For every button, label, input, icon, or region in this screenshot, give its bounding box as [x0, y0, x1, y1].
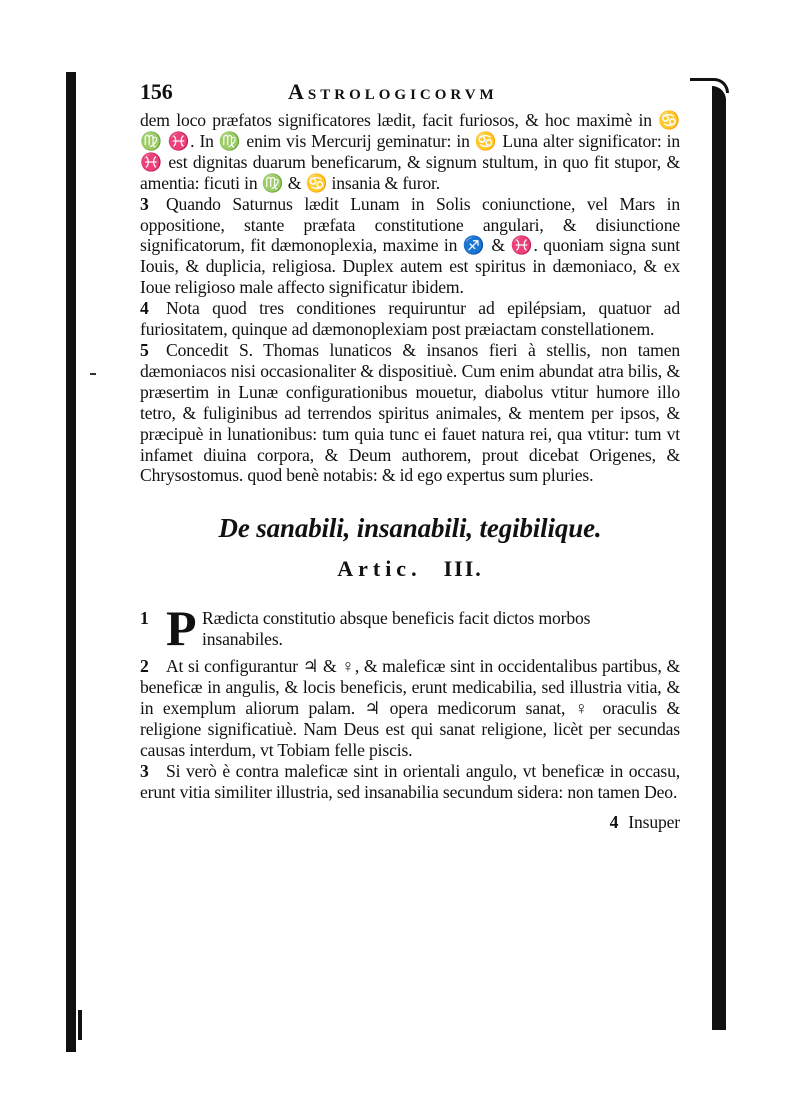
paragraph-number: 3 — [140, 760, 149, 781]
page-header — [140, 79, 680, 110]
book-page — [140, 79, 680, 833]
paragraph-text: Nota quod tres conditiones requiruntur ad epilépsiam, quatuor ad furiositatem, quinque ad dæmonoplexiam post præiactam constellationem. — [140, 298, 680, 340]
paragraph-number: 3 — [140, 193, 149, 214]
paragraph-number: 4 — [140, 298, 149, 319]
paragraph — [140, 340, 680, 486]
catchword — [140, 812, 680, 833]
paragraph — [140, 194, 680, 299]
article-label: Artic. — [337, 556, 422, 582]
scan-edge-left-mark — [78, 1010, 82, 1040]
scan-edge-left — [66, 72, 76, 1052]
scan-edge-right — [712, 86, 726, 1030]
section-heading: De sanabili, insanabili, tegibilique. — [218, 513, 602, 544]
drop-cap-second-line: insanabiles. — [202, 629, 283, 650]
catchword-number: 4 — [609, 812, 619, 833]
paragraph-number: 2 — [140, 656, 149, 677]
paragraph-text: At si configurantur ♃ & ♀, & maleficæ sint in occidentalibus partibus, & beneficæ in angulis, & locis beneficis, erunt medicabilia, sed illustria vitia, & in exemplum aliorum palam. ♃ opera medicorum sanat, ♀ oraculis & religione significatiuè. Nam Deus est qui sanat religione, licèt per secundas causas interdum, vt Tobiam felle piscis. — [140, 656, 680, 760]
paragraph-number: 1 — [140, 608, 149, 629]
paragraph — [140, 656, 680, 761]
drop-cap-paragraph — [140, 600, 680, 657]
article-heading — [140, 556, 680, 582]
catchword-text: Insuper — [628, 812, 680, 833]
article-number: III. — [443, 556, 483, 582]
paragraph — [140, 761, 680, 803]
scan-margin-tick — [90, 373, 96, 375]
paragraphs-bottom — [140, 656, 680, 802]
paragraph — [140, 110, 680, 194]
paragraph-text: Quando Saturnus lædit Lunam in Solis coniunctione, vel Mars in oppositione, stante præfata constitutione angulari, & disiunctione significatorum, fit dæmonoplexia, maxime in ♐ & ♓. quoniam signa sunt Iouis, & duplicia, religiosa. Duplex autem est spiritus in dæmoniaco, & ex Ioue religioso male affecto significatur ibidem. — [140, 193, 680, 298]
running-title: Astrologicorvm — [288, 79, 498, 104]
scan-edge-right-curl — [690, 78, 729, 93]
paragraph-text: Si verò è contra maleficæ sint in orientali angulo, vt beneficæ in occasu, erunt vitia similiter illustria, sed insanabilia secundum sidera: non tamen Deo. — [140, 760, 680, 802]
paragraph-text: Concedit S. Thomas lunaticos & insanos fieri à stellis, non tamen dæmoniacos nisi occasionaliter & dispositiuè. Cum enim abundat atra bilis, & præsertim in Lunæ configurationibus mouetur, diabolus vtitur humore illo tetro, & fuliginibus ad terrendos spiritus animales, & mentem per ipsos, & præcipuè in lunationibus: tum quia tunc ei fauet natura rei, qua vtitur: tum vt infamet diuina corpora, & Deum authorem, prout dicebat Origenes, & Chrysostomus. quod benè notabis: & id ego expertus sum pluries. — [140, 339, 680, 486]
paragraph-number: 5 — [140, 339, 149, 360]
page-number: 156 — [140, 79, 173, 104]
paragraph — [140, 298, 680, 340]
drop-cap-first-line: Rædicta constitutio absque beneficis facit dictos morbos — [202, 608, 591, 629]
paragraph-text: dem loco præfatos significatores lædit, facit furiosos, & hoc maximè in ♋ ♍ ♓. In ♍ enim vis Mercurij geminatur: in ♋ Luna alter significator: in ♓ est dignitas duarum beneficarum, & signum stultum, in quo fit stupor, & amentia: ficuti in ♍ & ♋ insania & furor. — [140, 110, 680, 193]
paragraphs-top — [140, 110, 680, 486]
drop-cap-letter: P — [166, 600, 197, 657]
